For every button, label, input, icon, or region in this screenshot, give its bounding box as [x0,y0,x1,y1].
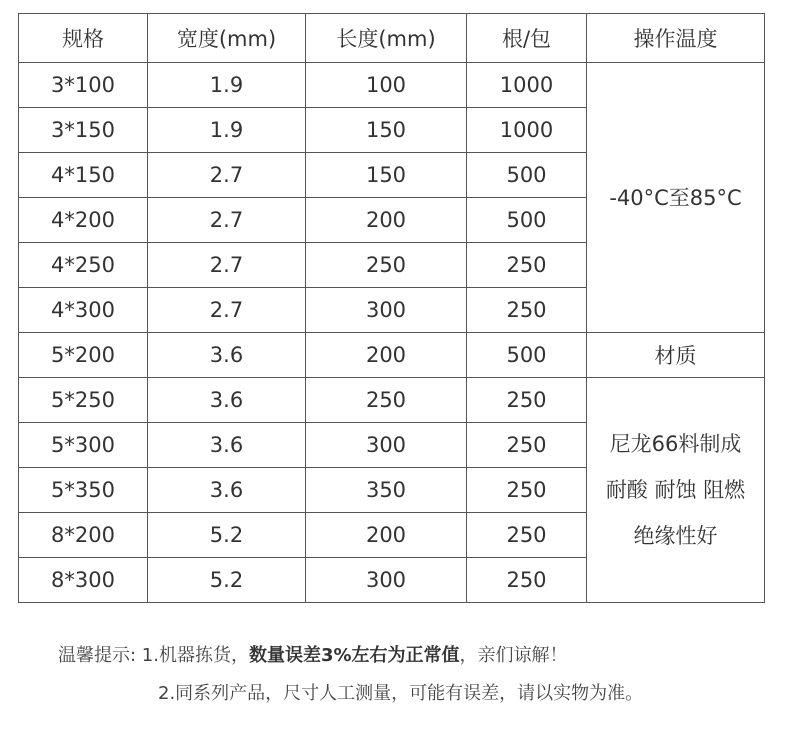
cell-length: 300 [306,558,467,603]
cell-spec: 3*100 [19,63,148,108]
cell-per-pack: 250 [467,288,587,333]
cell-spec: 5*200 [19,333,148,378]
cell-spec: 5*250 [19,378,148,423]
note-text: 1.机器拣货， [136,645,249,666]
cell-spec: 8*200 [19,513,148,558]
cell-width: 5.2 [148,558,306,603]
cell-length: 300 [306,423,467,468]
cell-width: 2.7 [148,198,306,243]
cell-width: 1.9 [148,63,306,108]
material-line: 绝缘性好 [633,524,718,548]
cell-length: 350 [306,468,467,513]
cell-spec: 5*350 [19,468,148,513]
header-temperature: 操作温度 [587,14,765,63]
note-emphasis: 数量误差3%左右为正常值 [248,645,460,666]
material-line: 耐酸 耐蚀 阻燃 [605,478,746,502]
cell-length: 150 [306,153,467,198]
cell-length: 200 [306,513,467,558]
cell-per-pack: 1000 [467,63,587,108]
cell-width: 3.6 [148,333,306,378]
cell-length: 100 [306,63,467,108]
cell-per-pack: 250 [467,513,587,558]
cell-width: 3.6 [148,468,306,513]
note-line-1 [58,641,568,667]
cell-width: 3.6 [148,423,306,468]
cell-length: 150 [306,108,467,153]
cell-width: 2.7 [148,153,306,198]
cell-per-pack: 250 [467,558,587,603]
cell-spec: 8*300 [19,558,148,603]
cell-spec: 5*300 [19,423,148,468]
cell-spec: 4*150 [19,153,148,198]
header-per-pack: 根/包 [467,14,587,63]
cell-length: 200 [306,333,467,378]
cell-spec: 3*150 [19,108,148,153]
material-label-cell: 材质 [587,333,765,378]
note-text: ，亲们谅解！ [459,645,568,666]
cell-spec: 4*250 [19,243,148,288]
note-line-2: 2.同系列产品，尺寸人工测量，可能有误差，请以实物为准。 [158,683,644,704]
table-row [19,378,765,423]
header-width: 宽度(mm) [148,14,306,63]
material-description-cell [587,378,765,603]
cell-width: 5.2 [148,513,306,558]
spec-table [18,13,765,603]
table-header-row [19,14,765,63]
temperature-cell: -40°C至85°C [587,63,765,333]
cell-per-pack: 250 [467,423,587,468]
cell-spec: 4*200 [19,198,148,243]
cell-per-pack: 250 [467,468,587,513]
cell-length: 200 [306,198,467,243]
note-prefix: 温馨提示: [58,645,137,666]
cell-width: 1.9 [148,108,306,153]
table-row [19,63,765,108]
cell-width: 2.7 [148,288,306,333]
cell-length: 300 [306,288,467,333]
material-line: 尼龙66料制成 [609,432,742,456]
cell-per-pack: 250 [467,378,587,423]
cell-length: 250 [306,378,467,423]
cell-per-pack: 500 [467,198,587,243]
cell-per-pack: 500 [467,333,587,378]
cell-spec: 4*300 [19,288,148,333]
cell-per-pack: 500 [467,153,587,198]
table-row [19,333,765,378]
header-spec: 规格 [19,14,148,63]
cell-per-pack: 250 [467,243,587,288]
header-length: 长度(mm) [306,14,467,63]
cell-width: 3.6 [148,378,306,423]
cell-per-pack: 1000 [467,108,587,153]
cell-length: 250 [306,243,467,288]
cell-width: 2.7 [148,243,306,288]
